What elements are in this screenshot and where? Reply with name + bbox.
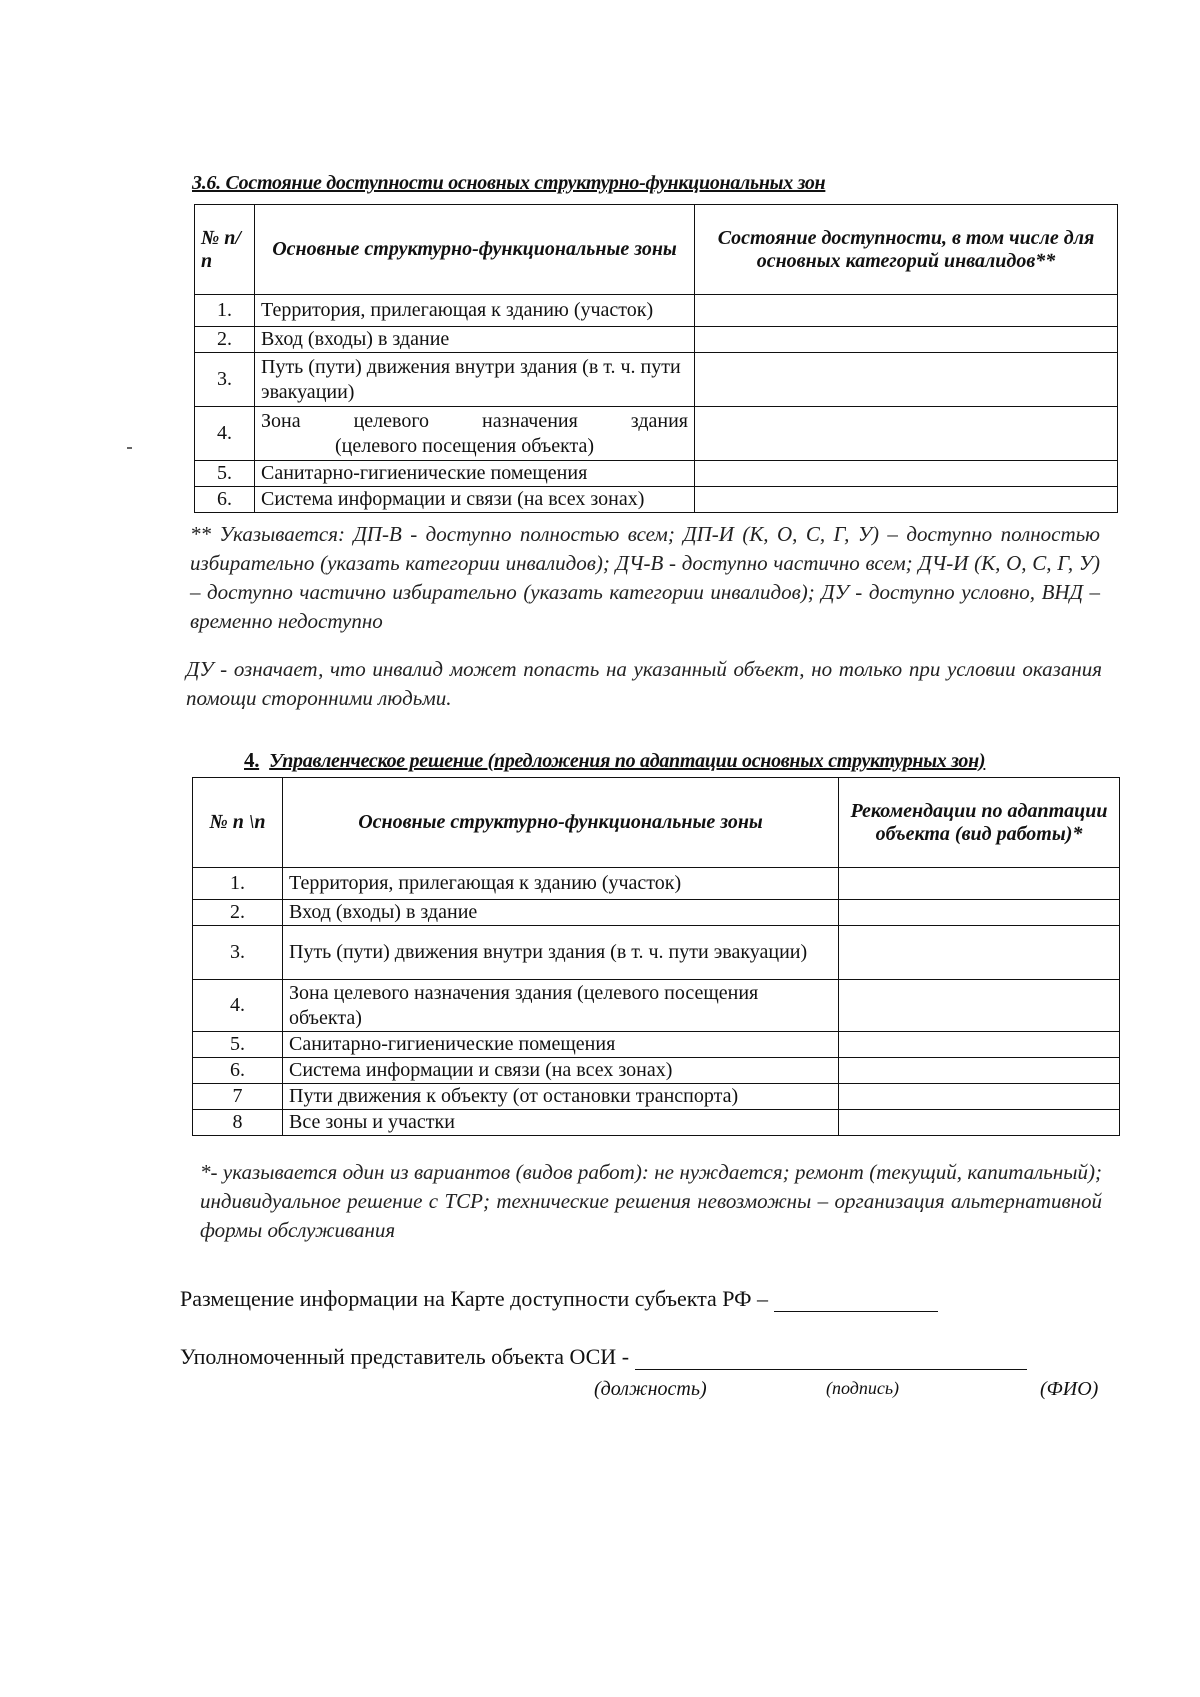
table-row	[193, 1110, 1120, 1136]
table-row	[193, 900, 1120, 926]
map-placement-line	[180, 1286, 938, 1312]
row-number: 3.	[193, 926, 283, 980]
signature-caption: (подпись)	[826, 1378, 900, 1398]
header-number: № п \п	[193, 778, 283, 868]
adaptation-recommendations-table	[192, 777, 1120, 1136]
table-row	[193, 1084, 1120, 1110]
name-caption: (ФИО)	[1040, 1378, 1099, 1400]
row-recommend	[839, 900, 1120, 926]
row-zone: Зона целевого назначения здания (целевого посещения объекта)	[283, 980, 839, 1032]
table-row	[193, 926, 1120, 980]
representative-line	[180, 1344, 1027, 1370]
row-recommend	[839, 1058, 1120, 1084]
table-row	[195, 327, 1118, 353]
map-placement-field[interactable]	[774, 1293, 938, 1312]
representative-label: Уполномоченный представитель объекта ОСИ -	[180, 1344, 630, 1369]
table-header-row	[193, 778, 1120, 868]
row-zone: Вход (входы) в здание	[283, 900, 839, 926]
map-placement-label: Размещение информации на Карте доступности субъекта РФ –	[180, 1286, 769, 1311]
section-4-title	[244, 748, 985, 773]
row-zone: Вход (входы) в здание	[255, 327, 695, 353]
row-zone: Все зоны и участки	[283, 1110, 839, 1136]
table-row	[195, 353, 1118, 407]
row-status	[695, 461, 1118, 487]
representative-field[interactable]	[635, 1351, 1027, 1370]
row-number: 4.	[195, 407, 255, 461]
row-recommend	[839, 980, 1120, 1032]
header-zones: Основные структурно-функциональные зоны	[255, 205, 695, 295]
row-zone: Путь (пути) движения внутри здания (в т. ч. пути эвакуации)	[283, 926, 839, 980]
table-header-row	[195, 205, 1118, 295]
row-zone: Система информации и связи (на всех зонах)	[255, 487, 695, 513]
row-zone: Санитарно-гигиенические помещения	[283, 1032, 839, 1058]
row-recommend	[839, 1032, 1120, 1058]
header-number: № п/п	[195, 205, 255, 295]
table-row	[193, 868, 1120, 900]
row-zone-line1: Зона целевого назначения здания	[261, 409, 688, 432]
du-explanation-note: ДУ - означает, что инвалид может попасть на указанный объект, но только при условии оказания помощи сторонними людьми.	[186, 657, 1102, 710]
header-zones: Основные структурно-функциональные зоны	[283, 778, 839, 868]
row-zone: Территория, прилегающая к зданию (участок)	[283, 868, 839, 900]
scan-speck	[127, 447, 132, 449]
row-number: 5.	[193, 1032, 283, 1058]
row-number: 2.	[195, 327, 255, 353]
row-number: 5.	[195, 461, 255, 487]
row-recommend	[839, 1084, 1120, 1110]
row-zone-line2: (целевого посещения объекта)	[335, 434, 595, 457]
work-types-footnote: *- указывается один из вариантов (видов работ): не нуждается; ремонт (текущий, капитальный); индивидуальное решение с ТСР; технические решения невозможны – организация альтернативной формы обслуживания	[200, 1160, 1102, 1242]
row-recommend	[839, 868, 1120, 900]
row-status	[695, 295, 1118, 327]
row-zone	[255, 407, 695, 461]
row-status	[695, 407, 1118, 461]
position-caption: (должность)	[594, 1378, 707, 1400]
row-number: 6.	[195, 487, 255, 513]
row-recommend	[839, 1110, 1120, 1136]
table-row	[193, 1058, 1120, 1084]
row-zone: Путь (пути) движения внутри здания (в т. ч. пути эвакуации)	[255, 353, 695, 407]
table-row	[195, 295, 1118, 327]
row-status	[695, 487, 1118, 513]
row-number: 7	[193, 1084, 283, 1110]
header-recommend: Рекомендации по адаптации объекта (вид работы)*	[839, 778, 1120, 868]
header-status: Состояние доступности, в том числе для основных категорий инвалидов**	[695, 205, 1118, 295]
table-row	[195, 487, 1118, 513]
row-zone: Система информации и связи (на всех зонах)	[283, 1058, 839, 1084]
row-number: 4.	[193, 980, 283, 1032]
row-recommend	[839, 926, 1120, 980]
accessibility-status-table	[194, 204, 1118, 513]
row-status	[695, 327, 1118, 353]
row-number: 8	[193, 1110, 283, 1136]
section-3-6-title: 3.6. Состояние доступности основных структурно-функциональных зон	[192, 172, 826, 194]
section-4-title-text: Управленческое решение (предложения по адаптации основных структурных зон)	[269, 750, 986, 772]
row-zone: Санитарно-гигиенические помещения	[255, 461, 695, 487]
table-row	[195, 407, 1118, 461]
row-status	[695, 353, 1118, 407]
table-row	[193, 980, 1120, 1032]
row-number: 6.	[193, 1058, 283, 1084]
row-zone: Пути движения к объекту (от остановки транспорта)	[283, 1084, 839, 1110]
table-row	[193, 1032, 1120, 1058]
row-number: 3.	[195, 353, 255, 407]
row-number: 1.	[193, 868, 283, 900]
row-zone: Территория, прилегающая к зданию (участок)	[255, 295, 695, 327]
row-number: 2.	[193, 900, 283, 926]
section-4-number: 4.	[244, 748, 260, 772]
row-number: 1.	[195, 295, 255, 327]
status-codes-footnote: ** Указывается: ДП-В - доступно полностью всем; ДП-И (К, О, С, Г, У) – доступно полностью избирательно (указать категории инвалидов); ДЧ-В - доступно частично всем; ДЧ-И (К, О, С, Г, У) – доступно частично избирательно (указать категории инвалидов); ДУ - доступно условно, ВНД – временно недоступно	[190, 522, 1100, 633]
table-row	[195, 461, 1118, 487]
